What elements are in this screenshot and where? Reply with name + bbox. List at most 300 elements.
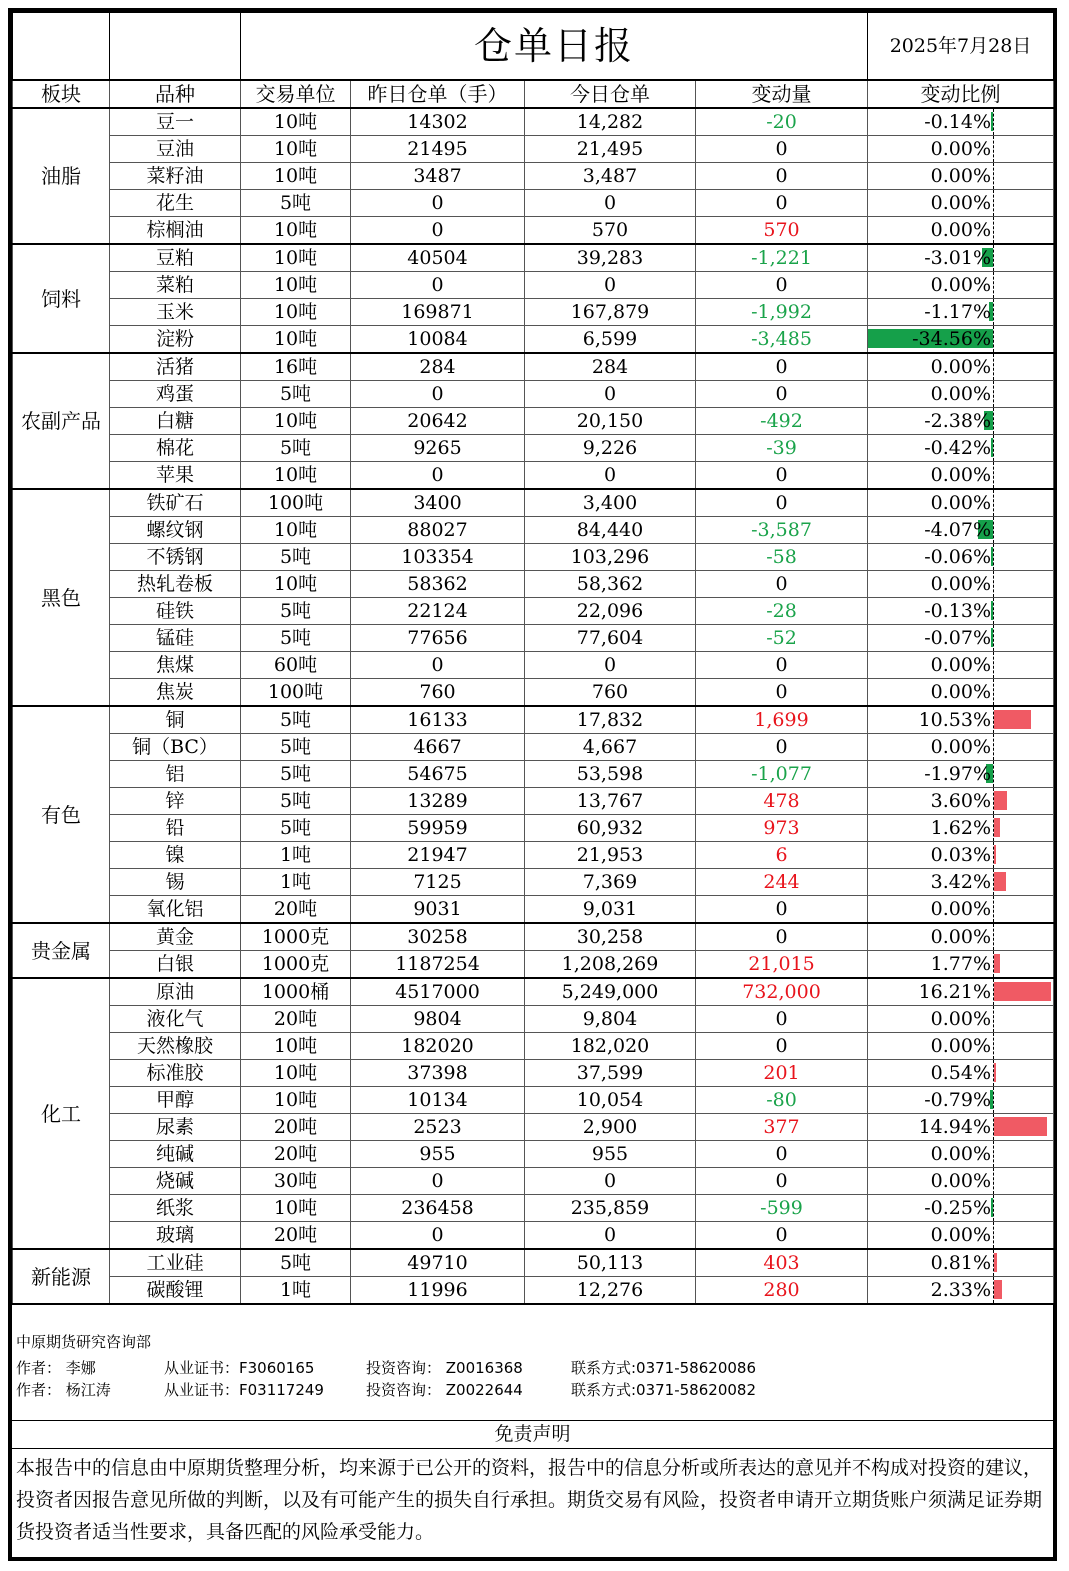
prev-receipt: 37398 [351,1060,525,1087]
item-name: 菜籽油 [110,163,241,190]
prev-receipt: 4517000 [351,978,525,1006]
item-name: 锌 [110,788,241,815]
trade-unit: 5吨 [241,1249,351,1277]
today-receipt: 3,487 [525,163,696,190]
zero-axis-line [993,625,994,651]
trade-unit: 16吨 [241,353,351,381]
change-ratio: -2.38% [924,410,992,432]
trade-unit: 5吨 [241,190,351,217]
table-row [13,788,1054,815]
today-receipt: 9,226 [525,435,696,462]
zero-axis-line [993,734,994,760]
item-name: 豆一 [110,108,241,136]
item-name: 玻璃 [110,1222,241,1250]
increase-bar [994,982,1051,1001]
item-name: 镍 [110,842,241,869]
change-ratio: 0.00% [930,926,992,948]
change-ratio: -1.97% [924,763,992,785]
change-ratio-cell [868,652,1054,679]
table-row [13,706,1054,734]
header-row [13,80,1054,108]
change-ratio-cell [868,163,1054,190]
today-receipt: 182,020 [525,1033,696,1060]
item-name: 标准胶 [110,1060,241,1087]
prev-receipt: 21947 [351,842,525,869]
trade-unit: 20吨 [241,1006,351,1033]
change-amount: 570 [696,217,868,245]
today-receipt: 21,953 [525,842,696,869]
item-name: 铝 [110,761,241,788]
prev-receipt: 182020 [351,1033,525,1060]
trade-unit: 1吨 [241,1277,351,1305]
table-row [13,1195,1054,1222]
change-amount: 0 [696,462,868,490]
trade-unit: 5吨 [241,706,351,734]
change-ratio: 0.00% [930,1170,992,1192]
trade-unit: 20吨 [241,1114,351,1141]
change-ratio-cell [868,679,1054,707]
change-ratio: 0.81% [930,1252,992,1274]
prev-receipt: 40504 [351,244,525,272]
change-ratio: 0.00% [930,492,992,514]
change-amount: 0 [696,1222,868,1250]
change-ratio-cell [868,761,1054,788]
change-ratio: 16.21% [918,981,992,1003]
change-amount: -28 [696,598,868,625]
change-ratio-cell [868,136,1054,163]
author-cert: 从业证书：F03117249 [164,1381,324,1399]
change-ratio: 0.00% [930,356,992,378]
prev-receipt: 9804 [351,1006,525,1033]
table-row [13,163,1054,190]
table-row [13,1141,1054,1168]
zero-axis-line [993,707,994,733]
item-name: 棉花 [110,435,241,462]
increase-bar [994,791,1007,810]
trade-unit: 1吨 [241,842,351,869]
zero-axis-line [993,544,994,570]
change-ratio: -0.14% [924,111,992,133]
change-amount: -3,485 [696,326,868,354]
table-row [13,1277,1054,1305]
change-ratio-cell [868,217,1054,245]
table-row [13,381,1054,408]
prev-receipt: 3400 [351,489,525,517]
today-receipt: 10,054 [525,1087,696,1114]
table-row [13,1249,1054,1277]
table-row [13,1006,1054,1033]
zero-axis-line [993,1060,994,1086]
zero-axis-line [993,1277,994,1303]
change-ratio: 14.94% [918,1116,992,1138]
zero-axis-line [993,571,994,597]
item-name: 甲醇 [110,1087,241,1114]
table-row [13,679,1054,707]
today-receipt: 167,879 [525,299,696,326]
change-ratio: 0.00% [930,1035,992,1057]
change-ratio-cell [868,1060,1054,1087]
item-name: 锰硅 [110,625,241,652]
change-amount: 0 [696,163,868,190]
trade-unit: 5吨 [241,381,351,408]
trade-unit: 10吨 [241,1087,351,1114]
header-sector: 板块 [13,80,110,108]
table-row [13,978,1054,1006]
sector-name: 黑色 [13,489,110,706]
trade-unit: 5吨 [241,788,351,815]
change-amount: 1,699 [696,706,868,734]
change-ratio-cell [868,408,1054,435]
sector-name: 有色 [13,706,110,923]
change-ratio: 0.00% [930,1143,992,1165]
prev-receipt: 58362 [351,571,525,598]
prev-receipt: 49710 [351,1249,525,1277]
today-receipt: 17,832 [525,706,696,734]
today-receipt: 9,804 [525,1006,696,1033]
table-row [13,517,1054,544]
change-amount: 0 [696,896,868,924]
table-row [13,544,1054,571]
today-receipt: 13,767 [525,788,696,815]
change-amount: 0 [696,679,868,707]
today-receipt: 1,208,269 [525,951,696,979]
change-ratio: 0.00% [930,898,992,920]
trade-unit: 30吨 [241,1168,351,1195]
today-receipt: 58,362 [525,571,696,598]
change-ratio: 0.00% [930,681,992,703]
change-ratio: -34.56% [912,328,992,350]
table-row [13,136,1054,163]
table-row [13,299,1054,326]
prev-receipt: 955 [351,1141,525,1168]
change-amount: -20 [696,108,868,136]
header-ratio: 变动比例 [868,80,1054,108]
title-row [13,13,1054,81]
change-amount: 0 [696,1006,868,1033]
prev-receipt: 4667 [351,734,525,761]
increase-bar [994,710,1031,729]
zero-axis-line [993,190,994,216]
prev-receipt: 2523 [351,1114,525,1141]
author-consult: 投资咨询： Z0022644 [366,1381,523,1399]
zero-axis-line [993,788,994,814]
item-name: 焦煤 [110,652,241,679]
disclaimer-title: 免责声明 [12,1420,1053,1449]
today-receipt: 0 [525,272,696,299]
org-name: 中原期货研究咨询部 [16,1333,152,1351]
author-name: 作者： 李娜 [16,1359,96,1377]
table-row [13,923,1054,951]
zero-axis-line [993,896,994,922]
today-receipt: 2,900 [525,1114,696,1141]
change-ratio-cell [868,625,1054,652]
change-amount: 0 [696,353,868,381]
change-ratio: 0.00% [930,464,992,486]
change-ratio-cell [868,326,1054,354]
change-ratio: 0.00% [930,165,992,187]
trade-unit: 20吨 [241,1222,351,1250]
change-ratio: 0.03% [930,844,992,866]
sector-name: 化工 [13,978,110,1249]
change-ratio: 3.42% [930,871,992,893]
zero-axis-line [993,217,994,243]
change-ratio-cell [868,517,1054,544]
today-receipt: 103,296 [525,544,696,571]
change-ratio: 0.00% [930,192,992,214]
change-amount: 403 [696,1249,868,1277]
zero-axis-line [993,979,994,1005]
trade-unit: 10吨 [241,571,351,598]
author-consult: 投资咨询： Z0016368 [366,1359,523,1377]
today-receipt: 12,276 [525,1277,696,1305]
change-ratio-cell [868,489,1054,517]
report-title: 仓单日报 [241,13,868,81]
prev-receipt: 0 [351,217,525,245]
table-row [13,951,1054,979]
change-amount: 0 [696,652,868,679]
trade-unit: 20吨 [241,896,351,924]
change-amount: -599 [696,1195,868,1222]
table-row [13,462,1054,490]
prev-receipt: 236458 [351,1195,525,1222]
zero-axis-line [993,1033,994,1059]
change-ratio-cell [868,951,1054,979]
zero-axis-line [993,245,994,271]
item-name: 豆油 [110,136,241,163]
today-receipt: 22,096 [525,598,696,625]
table-row [13,108,1054,136]
header-today: 今日仓单 [525,80,696,108]
sector-name: 新能源 [13,1249,110,1304]
today-receipt: 0 [525,1222,696,1250]
prev-receipt: 0 [351,272,525,299]
zero-axis-line [993,163,994,189]
increase-bar [994,872,1006,891]
table-row [13,896,1054,924]
today-receipt: 760 [525,679,696,707]
table-row [13,1060,1054,1087]
change-amount: 478 [696,788,868,815]
trade-unit: 10吨 [241,136,351,163]
today-receipt: 0 [525,381,696,408]
prev-receipt: 7125 [351,869,525,896]
prev-receipt: 0 [351,1168,525,1195]
change-amount: 732,000 [696,978,868,1006]
zero-axis-line [993,1006,994,1032]
zero-axis-line [993,1114,994,1140]
trade-unit: 100吨 [241,679,351,707]
change-amount: 21,015 [696,951,868,979]
change-ratio: 10.53% [918,709,992,731]
change-amount: 0 [696,1168,868,1195]
header-item: 品种 [110,80,241,108]
table-row [13,1087,1054,1114]
change-ratio-cell [868,923,1054,951]
change-ratio-cell [868,1277,1054,1305]
change-ratio: 0.00% [930,138,992,160]
item-name: 鸡蛋 [110,381,241,408]
zero-axis-line [993,490,994,516]
trade-unit: 5吨 [241,815,351,842]
change-ratio: 0.00% [930,1224,992,1246]
table-row [13,353,1054,381]
table-row [13,217,1054,245]
change-amount: -1,221 [696,244,868,272]
today-receipt: 6,599 [525,326,696,354]
zero-axis-line [993,652,994,678]
item-name: 锡 [110,869,241,896]
change-ratio-cell [868,1222,1054,1250]
change-amount: -1,992 [696,299,868,326]
increase-bar [994,1280,1002,1299]
prev-receipt: 0 [351,190,525,217]
change-amount: -1,077 [696,761,868,788]
today-receipt: 0 [525,462,696,490]
today-receipt: 39,283 [525,244,696,272]
change-ratio-cell [868,571,1054,598]
change-ratio: 0.00% [930,383,992,405]
trade-unit: 10吨 [241,1033,351,1060]
today-receipt: 60,932 [525,815,696,842]
change-ratio: -0.13% [924,600,992,622]
prev-receipt: 760 [351,679,525,707]
change-ratio-cell [868,896,1054,924]
trade-unit: 60吨 [241,652,351,679]
change-ratio-cell [868,272,1054,299]
change-ratio: -0.42% [924,437,992,459]
table-row [13,598,1054,625]
prev-receipt: 0 [351,652,525,679]
change-ratio-cell [868,1033,1054,1060]
change-amount: 6 [696,842,868,869]
trade-unit: 10吨 [241,517,351,544]
increase-bar [994,1253,997,1272]
prev-receipt: 88027 [351,517,525,544]
today-receipt: 3,400 [525,489,696,517]
zero-axis-line [993,924,994,950]
prev-receipt: 13289 [351,788,525,815]
increase-bar [994,845,996,864]
prev-receipt: 30258 [351,923,525,951]
change-ratio: 0.00% [930,1008,992,1030]
item-name: 淀粉 [110,326,241,354]
zero-axis-line [993,272,994,298]
change-amount: 0 [696,489,868,517]
prev-receipt: 0 [351,462,525,490]
item-name: 液化气 [110,1006,241,1033]
change-ratio: 1.77% [930,953,992,975]
change-ratio-cell [868,1168,1054,1195]
table-row [13,435,1054,462]
table-row [13,272,1054,299]
prev-receipt: 16133 [351,706,525,734]
item-name: 热轧卷板 [110,571,241,598]
table-row [13,1168,1054,1195]
trade-unit: 10吨 [241,408,351,435]
prev-receipt: 54675 [351,761,525,788]
item-name: 菜粕 [110,272,241,299]
table-row [13,326,1054,354]
zero-axis-line [993,761,994,787]
zero-axis-line [993,462,994,488]
change-ratio-cell [868,1249,1054,1277]
trade-unit: 5吨 [241,625,351,652]
change-amount: 0 [696,272,868,299]
item-name: 白糖 [110,408,241,435]
change-ratio: -4.07% [924,519,992,541]
today-receipt: 0 [525,1168,696,1195]
today-receipt: 30,258 [525,923,696,951]
table-row [13,408,1054,435]
warehouse-receipt-table [12,12,1054,1305]
sector-name: 油脂 [13,108,110,244]
table-row [13,761,1054,788]
zero-axis-line [993,869,994,895]
prev-receipt: 1187254 [351,951,525,979]
change-ratio-cell [868,978,1054,1006]
zero-axis-line [993,842,994,868]
trade-unit: 5吨 [241,734,351,761]
prev-receipt: 10134 [351,1087,525,1114]
zero-axis-line [993,136,994,162]
zero-axis-line [993,1087,994,1113]
item-name: 天然橡胶 [110,1033,241,1060]
zero-axis-line [993,517,994,543]
change-ratio: 3.60% [930,790,992,812]
change-ratio-cell [868,381,1054,408]
trade-unit: 20吨 [241,1141,351,1168]
prev-receipt: 3487 [351,163,525,190]
item-name: 铜 [110,706,241,734]
today-receipt: 955 [525,1141,696,1168]
report-footer [12,1326,1053,1552]
change-amount: 377 [696,1114,868,1141]
change-ratio: -0.79% [924,1089,992,1111]
prev-receipt: 9031 [351,896,525,924]
item-name: 棕榈油 [110,217,241,245]
zero-axis-line [993,109,994,135]
change-ratio: -3.01% [924,247,992,269]
sector-name: 饲料 [13,244,110,353]
trade-unit: 1000桶 [241,978,351,1006]
prev-receipt: 22124 [351,598,525,625]
author-contact: 联系方式:0371-58620086 [571,1359,756,1377]
zero-axis-line [993,1141,994,1167]
trade-unit: 10吨 [241,244,351,272]
prev-receipt: 14302 [351,108,525,136]
zero-axis-line [993,381,994,407]
table-row [13,1114,1054,1141]
zero-axis-line [993,598,994,624]
sector-name: 农副产品 [13,353,110,489]
trade-unit: 5吨 [241,544,351,571]
item-name: 黄金 [110,923,241,951]
table-row [13,244,1054,272]
today-receipt: 235,859 [525,1195,696,1222]
change-amount: 201 [696,1060,868,1087]
author-cert: 从业证书：F3060165 [164,1359,315,1377]
today-receipt: 9,031 [525,896,696,924]
increase-bar [994,954,1000,973]
today-receipt: 21,495 [525,136,696,163]
change-amount: -58 [696,544,868,571]
item-name: 白银 [110,951,241,979]
header-change: 变动量 [696,80,868,108]
table-row [13,869,1054,896]
table-row [13,652,1054,679]
today-receipt: 20,150 [525,408,696,435]
item-name: 焦炭 [110,679,241,707]
